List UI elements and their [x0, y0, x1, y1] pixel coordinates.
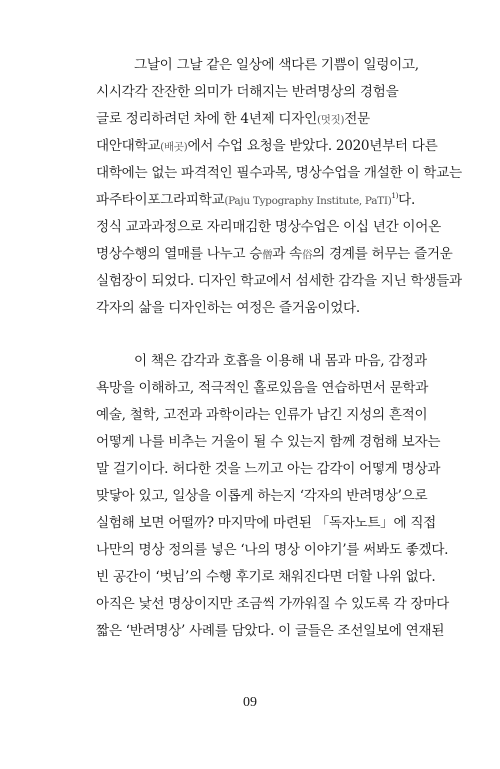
text-line: 시시각각 잔잔한 의미가 더해지는 반려명상의 경험을 — [96, 84, 399, 100]
text-line: 아직은 낯선 명상이지만 조금씩 가까워질 수 있도록 각 장마다 — [96, 596, 449, 612]
text-segment: 글로 정리하려던 차에 한 4년제 디자인 — [96, 111, 317, 127]
text-line: 빈 공간이 ‘벗님’의 수행 후기로 채워진다면 더할 나위 없다. — [96, 569, 436, 585]
footnote-marker: 1) — [391, 192, 399, 200]
annotation: (Paju Typography Institute, PaTI) — [224, 195, 392, 207]
text-line: 어떻게 나를 비추는 거울이 될 수 있는지 함께 경험해 보자는 — [96, 434, 441, 450]
text-line — [96, 190, 415, 211]
text-line: 나만의 명상 정의를 넣은 ‘나의 명상 이야기’를 써봐도 좋겠다. — [96, 542, 449, 558]
text-segment: 의 경계를 허무는 즐거운 — [312, 246, 453, 262]
text-segment: 대안대학교 — [96, 138, 161, 154]
text-segment: 전문 — [344, 111, 370, 127]
text-line — [96, 136, 437, 157]
text-line: 정식 교과과정으로 자리매김한 명상수업은 이십 년간 이어온 — [96, 219, 441, 235]
text-line: 예술, 철학, 고전과 과학이라는 인류가 남긴 지성의 흔적이 — [96, 407, 428, 423]
text-segment: 명상수행의 열매를 나누고 승 — [96, 246, 263, 262]
annotation: (배곳) — [160, 141, 188, 153]
text-segment: 에서 수업 요청을 받았다. 2020년부터 다른 — [187, 138, 438, 154]
text-line — [96, 109, 370, 130]
annotation: 僧 — [262, 249, 273, 261]
page-number: 09 — [243, 695, 257, 710]
text-line: 각자의 삶을 디자인하는 여정은 즐거움이었다. — [96, 300, 360, 316]
text-line: 실험장이 되었다. 디자인 학교에서 섬세한 감각을 지닌 학생들과 — [96, 273, 462, 289]
text-line: 그날이 그날 같은 일상에 색다른 기쁨이 일렁이고, — [134, 57, 419, 73]
text-line: 욕망을 이해하고, 적극적인 홀로있음을 연습하면서 문학과 — [96, 380, 429, 396]
text-line: 실험해 보면 어떨까? 마지막에 마련된 「독자노트」에 직접 — [96, 515, 436, 531]
text-line: 이 책은 감각과 호흡을 이용해 내 몸과 마음, 감정과 — [134, 353, 427, 369]
text-line — [96, 244, 453, 265]
annotation: (멋짓) — [316, 114, 345, 126]
annotation: 俗 — [301, 249, 313, 261]
text-segment: 과 속 — [272, 246, 302, 262]
text-segment: 다. — [398, 192, 415, 208]
text-segment: 파주타이포그라피학교 — [96, 192, 225, 208]
text-line: 맞닿아 있고, 일상을 이롭게 하는지 ‘각자의 반려명상’으로 — [96, 488, 428, 504]
text-line: 짧은 ‘반려명상’ 사례를 담았다. 이 글들은 조선일보에 연재된 — [96, 623, 445, 639]
text-line: 말 걸기이다. 허다한 것을 느끼고 아는 감각이 어떻게 명상과 — [96, 461, 441, 477]
text-line: 대학에는 없는 파격적인 필수과목, 명상수업을 개설한 이 학교는 — [96, 165, 462, 181]
